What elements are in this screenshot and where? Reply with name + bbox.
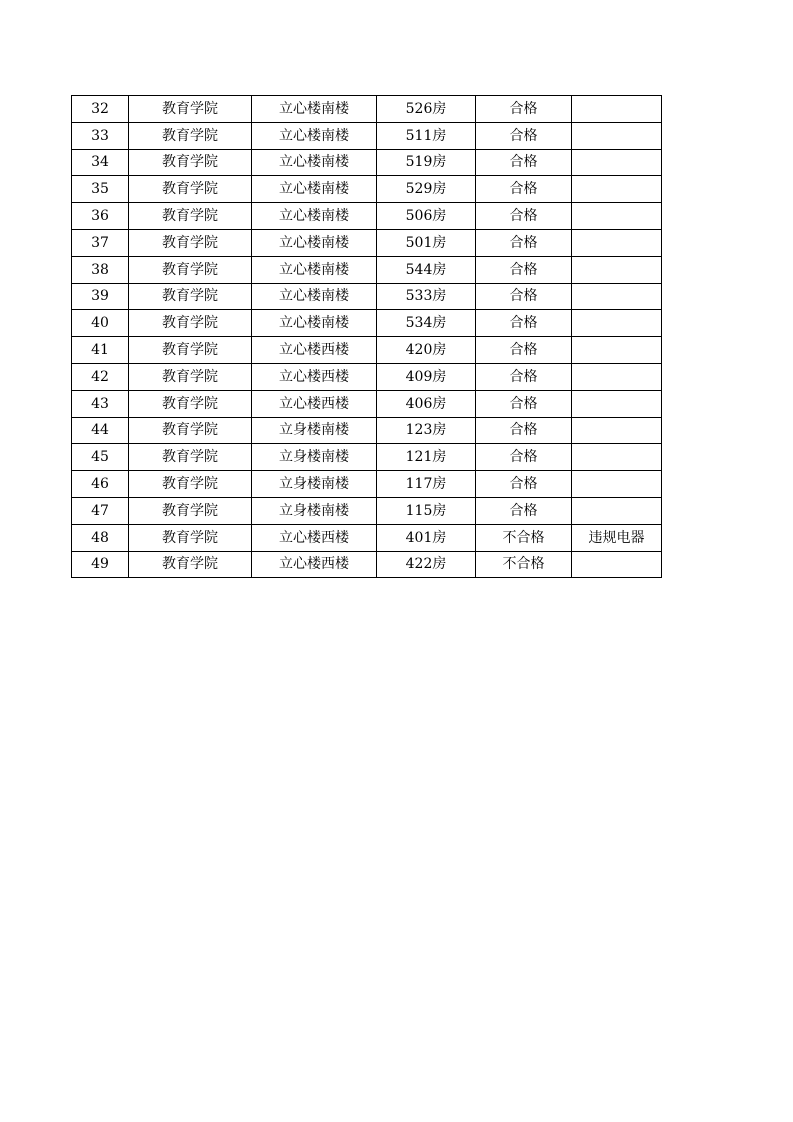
- table-row: [72, 176, 662, 203]
- building-cell: 立心楼西楼: [252, 551, 377, 578]
- note-cell: [572, 497, 662, 524]
- result-cell: 合格: [476, 337, 572, 364]
- table-row: [72, 203, 662, 230]
- row-number-cell: 41: [72, 337, 129, 364]
- building-cell: 立心楼南楼: [252, 149, 377, 176]
- table-row: [72, 524, 662, 551]
- room-cell: 406房: [377, 390, 476, 417]
- college-cell: 教育学院: [129, 229, 252, 256]
- college-cell: 教育学院: [129, 497, 252, 524]
- room-cell: 420房: [377, 337, 476, 364]
- note-cell: [572, 390, 662, 417]
- college-cell: 教育学院: [129, 203, 252, 230]
- note-cell: [572, 203, 662, 230]
- row-number-cell: 40: [72, 310, 129, 337]
- building-cell: 立心楼西楼: [252, 524, 377, 551]
- result-cell: 合格: [476, 149, 572, 176]
- note-cell: 违规电器: [572, 524, 662, 551]
- row-number-cell: 45: [72, 444, 129, 471]
- table-row: [72, 471, 662, 498]
- row-number-cell: 48: [72, 524, 129, 551]
- building-cell: 立心楼南楼: [252, 310, 377, 337]
- note-cell: [572, 551, 662, 578]
- building-cell: 立心楼南楼: [252, 176, 377, 203]
- note-cell: [572, 363, 662, 390]
- building-cell: 立心楼南楼: [252, 283, 377, 310]
- row-number-cell: 47: [72, 497, 129, 524]
- table-row: [72, 363, 662, 390]
- note-cell: [572, 96, 662, 123]
- building-cell: 立心楼南楼: [252, 203, 377, 230]
- college-cell: 教育学院: [129, 96, 252, 123]
- row-number-cell: 35: [72, 176, 129, 203]
- college-cell: 教育学院: [129, 310, 252, 337]
- result-cell: 不合格: [476, 551, 572, 578]
- table-row: [72, 256, 662, 283]
- college-cell: 教育学院: [129, 337, 252, 364]
- note-cell: [572, 283, 662, 310]
- room-cell: 506房: [377, 203, 476, 230]
- row-number-cell: 44: [72, 417, 129, 444]
- college-cell: 教育学院: [129, 176, 252, 203]
- table-row: [72, 337, 662, 364]
- college-cell: 教育学院: [129, 471, 252, 498]
- note-cell: [572, 122, 662, 149]
- table-row: [72, 122, 662, 149]
- table-row: [72, 417, 662, 444]
- room-cell: 544房: [377, 256, 476, 283]
- room-cell: 121房: [377, 444, 476, 471]
- row-number-cell: 33: [72, 122, 129, 149]
- room-cell: 117房: [377, 471, 476, 498]
- room-cell: 511房: [377, 122, 476, 149]
- room-cell: 533房: [377, 283, 476, 310]
- result-cell: 合格: [476, 122, 572, 149]
- table-row: [72, 96, 662, 123]
- table-row: [72, 310, 662, 337]
- note-cell: [572, 229, 662, 256]
- result-cell: 合格: [476, 283, 572, 310]
- result-cell: 合格: [476, 363, 572, 390]
- row-number-cell: 38: [72, 256, 129, 283]
- result-cell: 合格: [476, 471, 572, 498]
- room-cell: 529房: [377, 176, 476, 203]
- college-cell: 教育学院: [129, 256, 252, 283]
- result-cell: 合格: [476, 417, 572, 444]
- result-cell: 合格: [476, 310, 572, 337]
- college-cell: 教育学院: [129, 551, 252, 578]
- table-row: [72, 551, 662, 578]
- row-number-cell: 32: [72, 96, 129, 123]
- building-cell: 立身楼南楼: [252, 417, 377, 444]
- table-row: [72, 229, 662, 256]
- result-cell: 合格: [476, 176, 572, 203]
- table-row: [72, 283, 662, 310]
- room-cell: 115房: [377, 497, 476, 524]
- result-cell: 合格: [476, 203, 572, 230]
- note-cell: [572, 471, 662, 498]
- result-cell: 合格: [476, 229, 572, 256]
- college-cell: 教育学院: [129, 283, 252, 310]
- room-cell: 123房: [377, 417, 476, 444]
- row-number-cell: 42: [72, 363, 129, 390]
- building-cell: 立心楼南楼: [252, 229, 377, 256]
- result-cell: 合格: [476, 390, 572, 417]
- result-cell: 合格: [476, 256, 572, 283]
- note-cell: [572, 176, 662, 203]
- building-cell: 立身楼南楼: [252, 444, 377, 471]
- room-cell: 401房: [377, 524, 476, 551]
- row-number-cell: 46: [72, 471, 129, 498]
- note-cell: [572, 256, 662, 283]
- row-number-cell: 43: [72, 390, 129, 417]
- inspection-sheet: [71, 95, 662, 578]
- building-cell: 立心楼西楼: [252, 363, 377, 390]
- note-cell: [572, 417, 662, 444]
- row-number-cell: 39: [72, 283, 129, 310]
- college-cell: 教育学院: [129, 524, 252, 551]
- row-number-cell: 37: [72, 229, 129, 256]
- building-cell: 立心楼南楼: [252, 256, 377, 283]
- building-cell: 立心楼南楼: [252, 122, 377, 149]
- college-cell: 教育学院: [129, 122, 252, 149]
- building-cell: 立心楼南楼: [252, 96, 377, 123]
- result-cell: 合格: [476, 96, 572, 123]
- note-cell: [572, 310, 662, 337]
- row-number-cell: 49: [72, 551, 129, 578]
- room-cell: 519房: [377, 149, 476, 176]
- table-row: [72, 444, 662, 471]
- table-row: [72, 390, 662, 417]
- college-cell: 教育学院: [129, 363, 252, 390]
- inspection-table: [71, 95, 662, 578]
- college-cell: 教育学院: [129, 444, 252, 471]
- building-cell: 立身楼南楼: [252, 471, 377, 498]
- room-cell: 526房: [377, 96, 476, 123]
- room-cell: 422房: [377, 551, 476, 578]
- table-row: [72, 149, 662, 176]
- college-cell: 教育学院: [129, 417, 252, 444]
- college-cell: 教育学院: [129, 149, 252, 176]
- note-cell: [572, 149, 662, 176]
- row-number-cell: 36: [72, 203, 129, 230]
- note-cell: [572, 444, 662, 471]
- room-cell: 409房: [377, 363, 476, 390]
- college-cell: 教育学院: [129, 390, 252, 417]
- table-row: [72, 497, 662, 524]
- note-cell: [572, 337, 662, 364]
- result-cell: 合格: [476, 444, 572, 471]
- building-cell: 立心楼西楼: [252, 390, 377, 417]
- room-cell: 501房: [377, 229, 476, 256]
- row-number-cell: 34: [72, 149, 129, 176]
- result-cell: 合格: [476, 497, 572, 524]
- result-cell: 不合格: [476, 524, 572, 551]
- room-cell: 534房: [377, 310, 476, 337]
- building-cell: 立心楼西楼: [252, 337, 377, 364]
- building-cell: 立身楼南楼: [252, 497, 377, 524]
